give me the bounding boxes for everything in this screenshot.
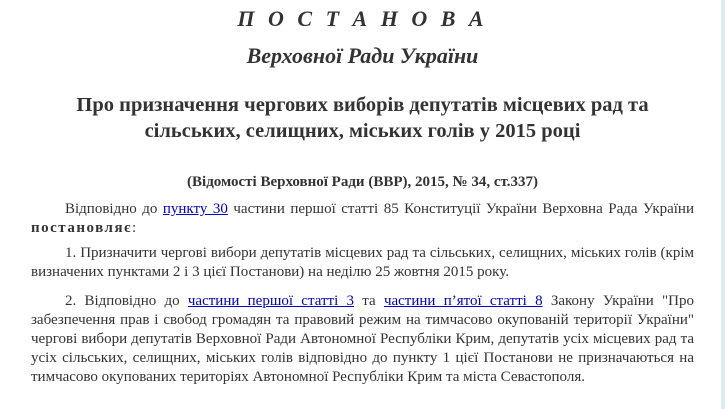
source-reference: (Відомості Верховної Ради (ВВР), 2015, № 34, ст.337) — [187, 174, 538, 190]
resolves-word: постановляє — [31, 220, 133, 236]
article-8-part-5-link[interactable]: частини п’ятої статті 8 — [383, 293, 543, 309]
page-edge-strip — [721, 0, 725, 409]
article-3-part-1-link[interactable]: частини першої статті 3 — [187, 293, 355, 309]
preamble-text-middle: частини першої статті 85 Конституції України Верховна Рада України — [227, 201, 694, 217]
preamble-colon: : — [132, 220, 137, 236]
item-2-text-and: та — [354, 293, 384, 309]
item-2-text-start: 2. Відповідно до — [65, 293, 188, 309]
issuer-heading: Верховної Ради України — [246, 43, 479, 68]
item-1-paragraph: 1. Призначити чергові вибори депутатів місцевих рад та сільських, селищних, міських голів (крім визначених пунктами 2 і 3 цієї Постанови) на неділю 25 жовтня 2015 року. — [31, 245, 694, 280]
item-2-text-rest: Закону України "Про забезпечення прав і свобод громадян та правовий режим на тимчасово окупованій території України" чергові вибори депутатів Верховної Ради Автономної Республіки Крим, депутатів усіх місцевих рад та усіх сільських, селищних, міських голів відповідно до пункту 1 цієї Постанови не призначаються на тимчасово окупованих територіях Автономної Республіки Крим та міста Севастополя. — [31, 293, 695, 385]
constitution-point-link[interactable]: пункту 30 — [162, 201, 228, 217]
item-2-paragraph — [31, 292, 694, 387]
resolution-heading: П О С Т А Н О В А — [237, 6, 488, 31]
preamble-text-start: Відповідно до — [65, 201, 163, 217]
document-title: Про призначення чергових виборів депутатів місцевих рад та сільських, селищних, міських голів у 2015 році — [76, 94, 649, 142]
preamble-paragraph — [31, 200, 694, 238]
